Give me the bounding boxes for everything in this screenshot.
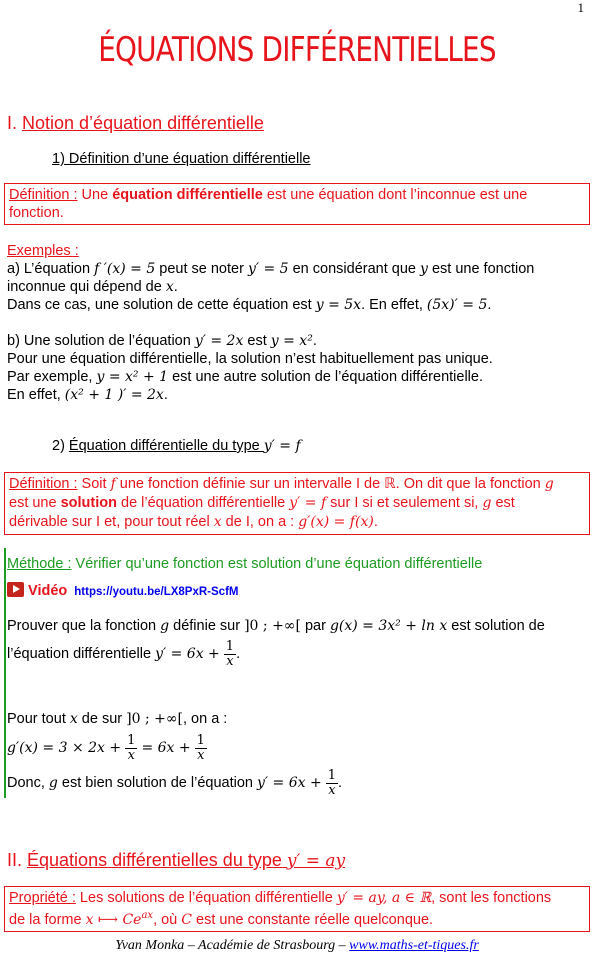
exercise-line-2: l’équation différentielle y′ = 6x + $\frac{1}{x}$ .	[7, 638, 241, 669]
example-a-line-2: inconnue qui dépend de x.	[7, 279, 178, 295]
video-label: Vidéo	[28, 583, 68, 599]
example-b-line-1: b) Une solution de l’équation y′ = 2x est y = x².	[7, 333, 317, 349]
fraction-one-over-x: $\frac{1}{x}$	[225, 638, 235, 669]
example-a-line-3: Dans ce cas, une solution de cette équation est y = 5x. En effet, (5x)′ = 5.	[7, 297, 492, 313]
section-1-heading	[7, 113, 264, 134]
page-title: ÉQUATIONS DIFFÉRENTIELLES	[98, 30, 496, 70]
examples-label: Exemples :	[7, 243, 79, 259]
method-label: Méthode :	[7, 556, 72, 572]
definition-label: Définition :	[9, 187, 78, 203]
page-number: 1	[577, 0, 584, 15]
key-term: équation différentielle	[112, 187, 263, 203]
solution-line-3: Donc, g est bien solution de l’équation y′ = 6x + $\frac{1}{x}$ .	[7, 767, 343, 798]
video-link[interactable]: https://youtu.be/LX8PxR-ScfM	[74, 586, 239, 598]
video-line	[7, 582, 238, 601]
section-2-heading: II. Équations différentielles du type y′ = ay	[7, 850, 346, 871]
example-b-line-2: Pour une équation différentielle, la solution n’est habituellement pas unique.	[7, 351, 493, 367]
subsection-2-title: 2) Équation différentielle du type y′ = f	[52, 438, 301, 454]
exercise-line-1: Prouver que la fonction g définie sur ]0 ; +∞[ par g(x) = 3x² + ln x est solution de	[7, 618, 545, 634]
example-a-line-1: a) L’équation f ′(x) = 5 peut se noter y′ = 5 en considérant que y est une fonction	[7, 261, 535, 277]
section-1-number: I.	[7, 113, 23, 133]
method-margin-bar	[4, 548, 6, 798]
definition-box-2: Définition : Soit f une fonction définie sur un intervalle I de ℝ. On dit que la fonction g est une solution de l’équation différentielle y′ = f sur I si et seulement si, g est dérivable sur I et, pour tout réel x de I, on a : g′(x) = f(x).	[4, 472, 590, 535]
method-heading: Méthode : Vérifier qu’une fonction est solution d’une équation différentielle	[7, 556, 483, 572]
solution-line-2: g′(x) = 3 × 2x + $\frac{1}{x}$ = 6x + $\frac{1}{x}$	[7, 732, 205, 763]
section-1-title: Notion d’équation différentielle	[22, 113, 264, 133]
footer-link[interactable]: www.maths-et-tiques.fr	[349, 938, 479, 953]
example-b-line-3: Par exemple, y = x² + 1 est une autre solution de l’équation différentielle.	[7, 369, 483, 385]
property-box: Propriété : Les solutions de l’équation différentielle y′ = ay, a ∈ ℝ, sont les fonctions de la forme x ⟼ $Ce^{ax}$, où C est une constante réelle quelconque.	[4, 886, 590, 932]
footer: Yvan Monka – Académie de Strasbourg – www.maths-et-tiques.fr	[115, 938, 479, 953]
video-play-icon	[7, 582, 24, 597]
solution-line-1: Pour tout x de sur ]0 ; +∞[, on a :	[7, 711, 228, 727]
subsection-1-title: 1) Définition d’une équation différentielle	[52, 151, 311, 167]
example-b-line-4: En effet, (x² + 1 )′ = 2x.	[7, 387, 168, 403]
definition-box-1: Définition : Une équation différentielle est une équation dont l’inconnue est une fonction.	[4, 183, 590, 225]
